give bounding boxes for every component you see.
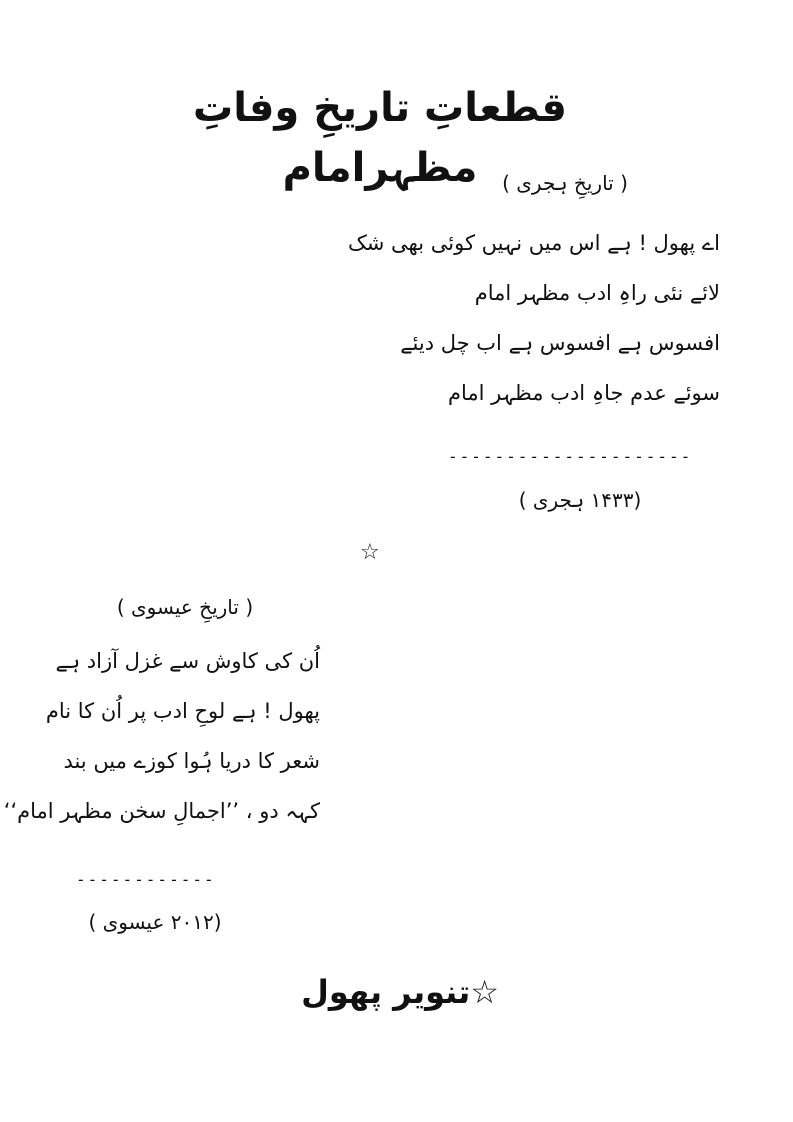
gregorian-divider-line: ------------ <box>76 870 216 889</box>
hijri-verse-block <box>347 218 720 418</box>
hijri-verse-line: سوئے عدم جاہِ ادب مظہر امام <box>447 381 720 405</box>
gregorian-verse-line: کہہ دو ، ’’اجمالِ سخن مظہر امام‘‘ <box>3 799 320 823</box>
hijri-verse-line: افسوس ہے افسوس ہے اب چل دیئے <box>400 331 720 355</box>
gregorian-year-label: (۲۰۱۲ عیسوی ) <box>88 910 222 934</box>
hijri-year-label: (۱۴۳۳ ہجری ) <box>518 488 642 512</box>
gregorian-section-heading: ( تاریخِ عیسوی ) <box>116 595 254 619</box>
hijri-verse-line: لائے نئی راہِ ادب مظہر امام <box>474 281 720 305</box>
gregorian-verse-block <box>3 636 320 836</box>
star-divider-icon: ☆ <box>360 540 380 565</box>
gregorian-verse-line: پھول ! ہے لوحِ ادب پر اُن کا نام <box>45 699 320 723</box>
page-title: قطعاتِ تاریخِ وفاتِ مظہرامام <box>193 85 567 191</box>
gregorian-verse-line: اُن کی کاوش سے غزل آزاد ہے <box>55 649 320 673</box>
gregorian-verse-line: شعر کا دریا ہُوا کوزے میں بند <box>63 749 320 773</box>
hijri-section-heading: ( تاریخِ ہجری ) <box>502 171 628 195</box>
poet-signature: ☆تنویر پھول <box>301 973 499 1011</box>
hijri-divider-line: --------------------- <box>448 447 693 466</box>
hijri-verse-line: اے پھول ! ہے اس میں نہیں کوئی بھی شک <box>347 231 720 255</box>
